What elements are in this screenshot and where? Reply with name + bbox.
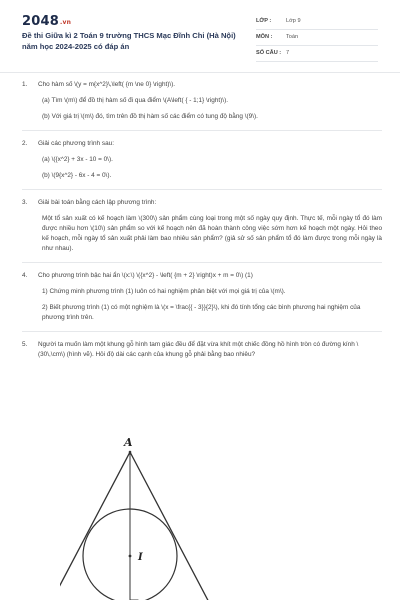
meta-row-subject	[256, 32, 378, 46]
meta-info	[256, 16, 378, 64]
page-header	[0, 0, 400, 70]
question-number: 5.	[22, 341, 28, 348]
meta-row-count	[256, 48, 378, 62]
logo-text: 2048	[22, 14, 59, 29]
meta-value: Toán	[286, 34, 299, 40]
page-title: Đề thi Giữa kì 2 Toán 9 trường THCS Mạc Đĩnh Chi (Hà Nội) năm học 2024-2025 có đáp án	[22, 31, 236, 51]
question-part: (b) \(9{x^2} - 6x - 4 = 0\).	[42, 172, 112, 179]
vertex-a-point	[129, 451, 132, 454]
triangle-diagram	[60, 430, 260, 600]
question-divider	[22, 189, 382, 190]
label-i: I	[138, 552, 143, 563]
question-1	[22, 80, 382, 122]
question-part: 2) Biết phương trình (1) có một nghiệm là \(x = \frac{{ - 3}}{2}\), khi đó tính tổng các bình phương hai nghiệm của phương trình trên.	[42, 304, 361, 321]
equilateral-triangle	[60, 452, 212, 600]
label-a: A	[124, 436, 133, 449]
meta-value: 7	[286, 50, 290, 56]
question-stem: Cho phương trình bậc hai ẩn \(x:\) \({x^2} - \left( {m + 2} \right)x + m = 0\) (1)	[38, 272, 253, 279]
question-stem: Giải bài toán bằng cách lập phương trình:	[38, 199, 157, 206]
triangle-figure	[60, 430, 260, 600]
question-number: 1.	[22, 81, 28, 88]
question-part: (a) \({x^2} + 3x - 10 = 0\).	[42, 156, 113, 163]
question-5	[22, 340, 382, 360]
question-stem: Giải các phương trình sau:	[38, 140, 114, 147]
meta-label: MÔN :	[256, 34, 273, 40]
meta-label: SỐ CÂU :	[256, 50, 282, 56]
question-stem: Người ta muốn làm một khung gỗ hình tam giác đều để đặt vừa khít một chiếc đồng hồ hình tròn có đường kính \(30\,\cm\) (hình vẽ). Hỏi độ dài các cạnh của khung gỗ phải bằng bao nhiêu?	[38, 341, 359, 358]
question-stem: Cho hàm số \(y = m{x^2}\,\left( {m \ne 0} \right)\).	[38, 81, 176, 88]
question-number: 4.	[22, 272, 28, 279]
question-number: 3.	[22, 199, 28, 206]
header-divider	[0, 72, 400, 73]
question-2	[22, 139, 382, 181]
question-body: Một tổ sản xuất có kế hoạch làm \(300\) sản phẩm cùng loại trong một số ngày quy định. Thực tế, mỗi ngày tổ đó làm được nhiều hơn \(10\) sản phẩm so với kế hoạch nên đã hoàn thành công việc sớm hơn kế hoạch một ngày. Hỏi theo kế hoạch, mỗi ngày tổ sản xuất phải làm bao nhiêu sản phẩm? (giả sử số sản phẩm tổ đó làm được trong mỗi ngày là như nhau).	[42, 215, 382, 252]
meta-label: LỚP :	[256, 18, 272, 24]
question-list	[22, 80, 382, 360]
question-3	[22, 198, 382, 254]
question-divider	[22, 130, 382, 131]
meta-value: Lớp 9	[286, 18, 301, 24]
meta-row-class	[256, 16, 378, 30]
question-4	[22, 271, 382, 323]
question-divider	[22, 262, 382, 263]
question-part: (a) Tìm \(m\) để đồ thị hàm số đi qua điểm \(A\left( { - 1;1} \right)\).	[42, 97, 228, 104]
question-part: (b) Với giá trị \(m\) đó, tìm trên đồ thị hàm số các điểm có tung độ bằng \(9\).	[42, 113, 258, 120]
logo-suffix: .vn	[59, 19, 72, 26]
site-logo[interactable]	[22, 14, 71, 29]
question-number: 2.	[22, 140, 28, 147]
center-point	[129, 555, 132, 558]
question-divider	[22, 331, 382, 332]
question-part: 1) Chứng minh phương trình (1) luôn có hai nghiệm phân biệt với mọi giá trị của \(m\).	[42, 288, 286, 295]
